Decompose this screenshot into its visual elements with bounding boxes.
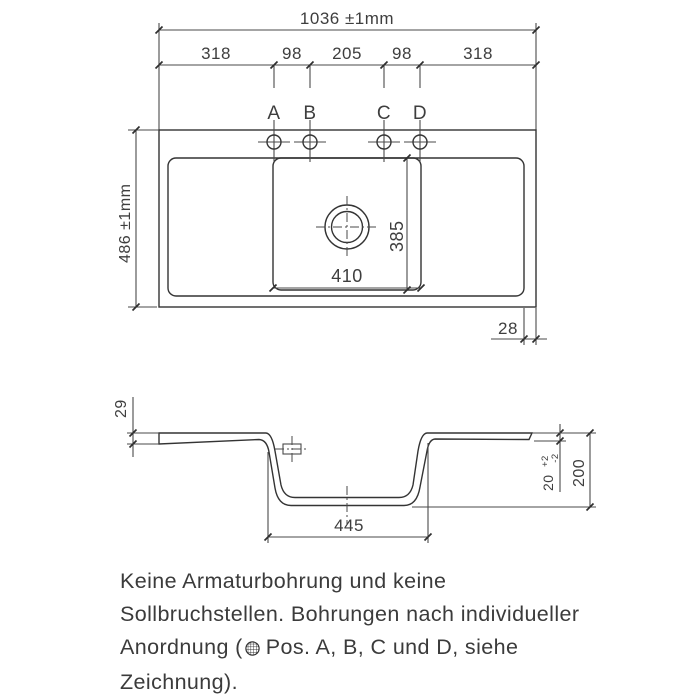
rim-height-dimension: [113, 397, 159, 457]
total-depth-dimension: [412, 430, 596, 511]
drain-circle: [316, 196, 378, 258]
total-width-dimension: [156, 9, 540, 130]
bowl-width-dimension: [265, 443, 432, 543]
sink-section-view: [113, 397, 596, 543]
dim-total-width: 1036 ±1mm: [299, 9, 395, 28]
dim-seg-2: 98: [282, 44, 302, 63]
basin-width-dimension: [270, 266, 425, 292]
dim-insert-depth-tol-minus: -2: [550, 453, 561, 463]
hole-label-a: A: [267, 103, 281, 124]
overflow-detail: [275, 436, 309, 462]
section-profile: [159, 433, 532, 506]
note-line-3-after: Pos. A, B, C und D, siehe: [265, 635, 519, 659]
dim-rim-right: 28: [498, 319, 518, 338]
note-line-3-before: Anordnung (: [120, 635, 243, 659]
hole-label-c: C: [376, 103, 392, 124]
note-line-2: Sollbruchstellen. Bohrungen nach individueller: [120, 602, 580, 626]
note-line-1: Keine Armaturbohrung und keine: [120, 569, 447, 593]
note-line-4: Zeichnung).: [120, 670, 238, 694]
dim-seg-4: 98: [392, 44, 412, 63]
dim-total-height: 486 ±1mm: [117, 183, 134, 263]
hole-symbol-icon: [245, 633, 260, 666]
dim-insert-depth: [535, 451, 561, 491]
dim-rim-height: 29: [113, 399, 130, 418]
hole-spacing-dimension: [156, 44, 540, 88]
hole-label-b: B: [303, 103, 317, 124]
basin-length-dimension: [387, 155, 411, 294]
dim-insert-depth-value: 20: [540, 474, 556, 491]
dim-seg-1: 318: [201, 44, 231, 63]
dim-seg-3: 205: [332, 44, 362, 63]
note-line-3: [120, 631, 600, 666]
dim-basin-length: 385: [387, 220, 407, 252]
dim-bowl-width: 445: [334, 516, 364, 535]
hole-marker-a: [258, 120, 290, 162]
sink-top-view: [117, 120, 547, 345]
rim-right-dimension: [491, 308, 547, 345]
dim-seg-5: 318: [463, 44, 493, 63]
hole-marker-c: [368, 120, 400, 162]
drawing-note: [120, 565, 600, 699]
total-height-dimension: [117, 127, 159, 311]
insert-depth-dimension: [534, 424, 566, 492]
dim-insert-depth-tol-plus: +2: [540, 455, 551, 468]
hole-label-d: D: [412, 103, 428, 124]
hole-labels: [267, 103, 427, 124]
dim-total-depth: 200: [571, 458, 588, 487]
dim-basin-width: 410: [331, 266, 363, 286]
hole-marker-b: [294, 120, 326, 162]
